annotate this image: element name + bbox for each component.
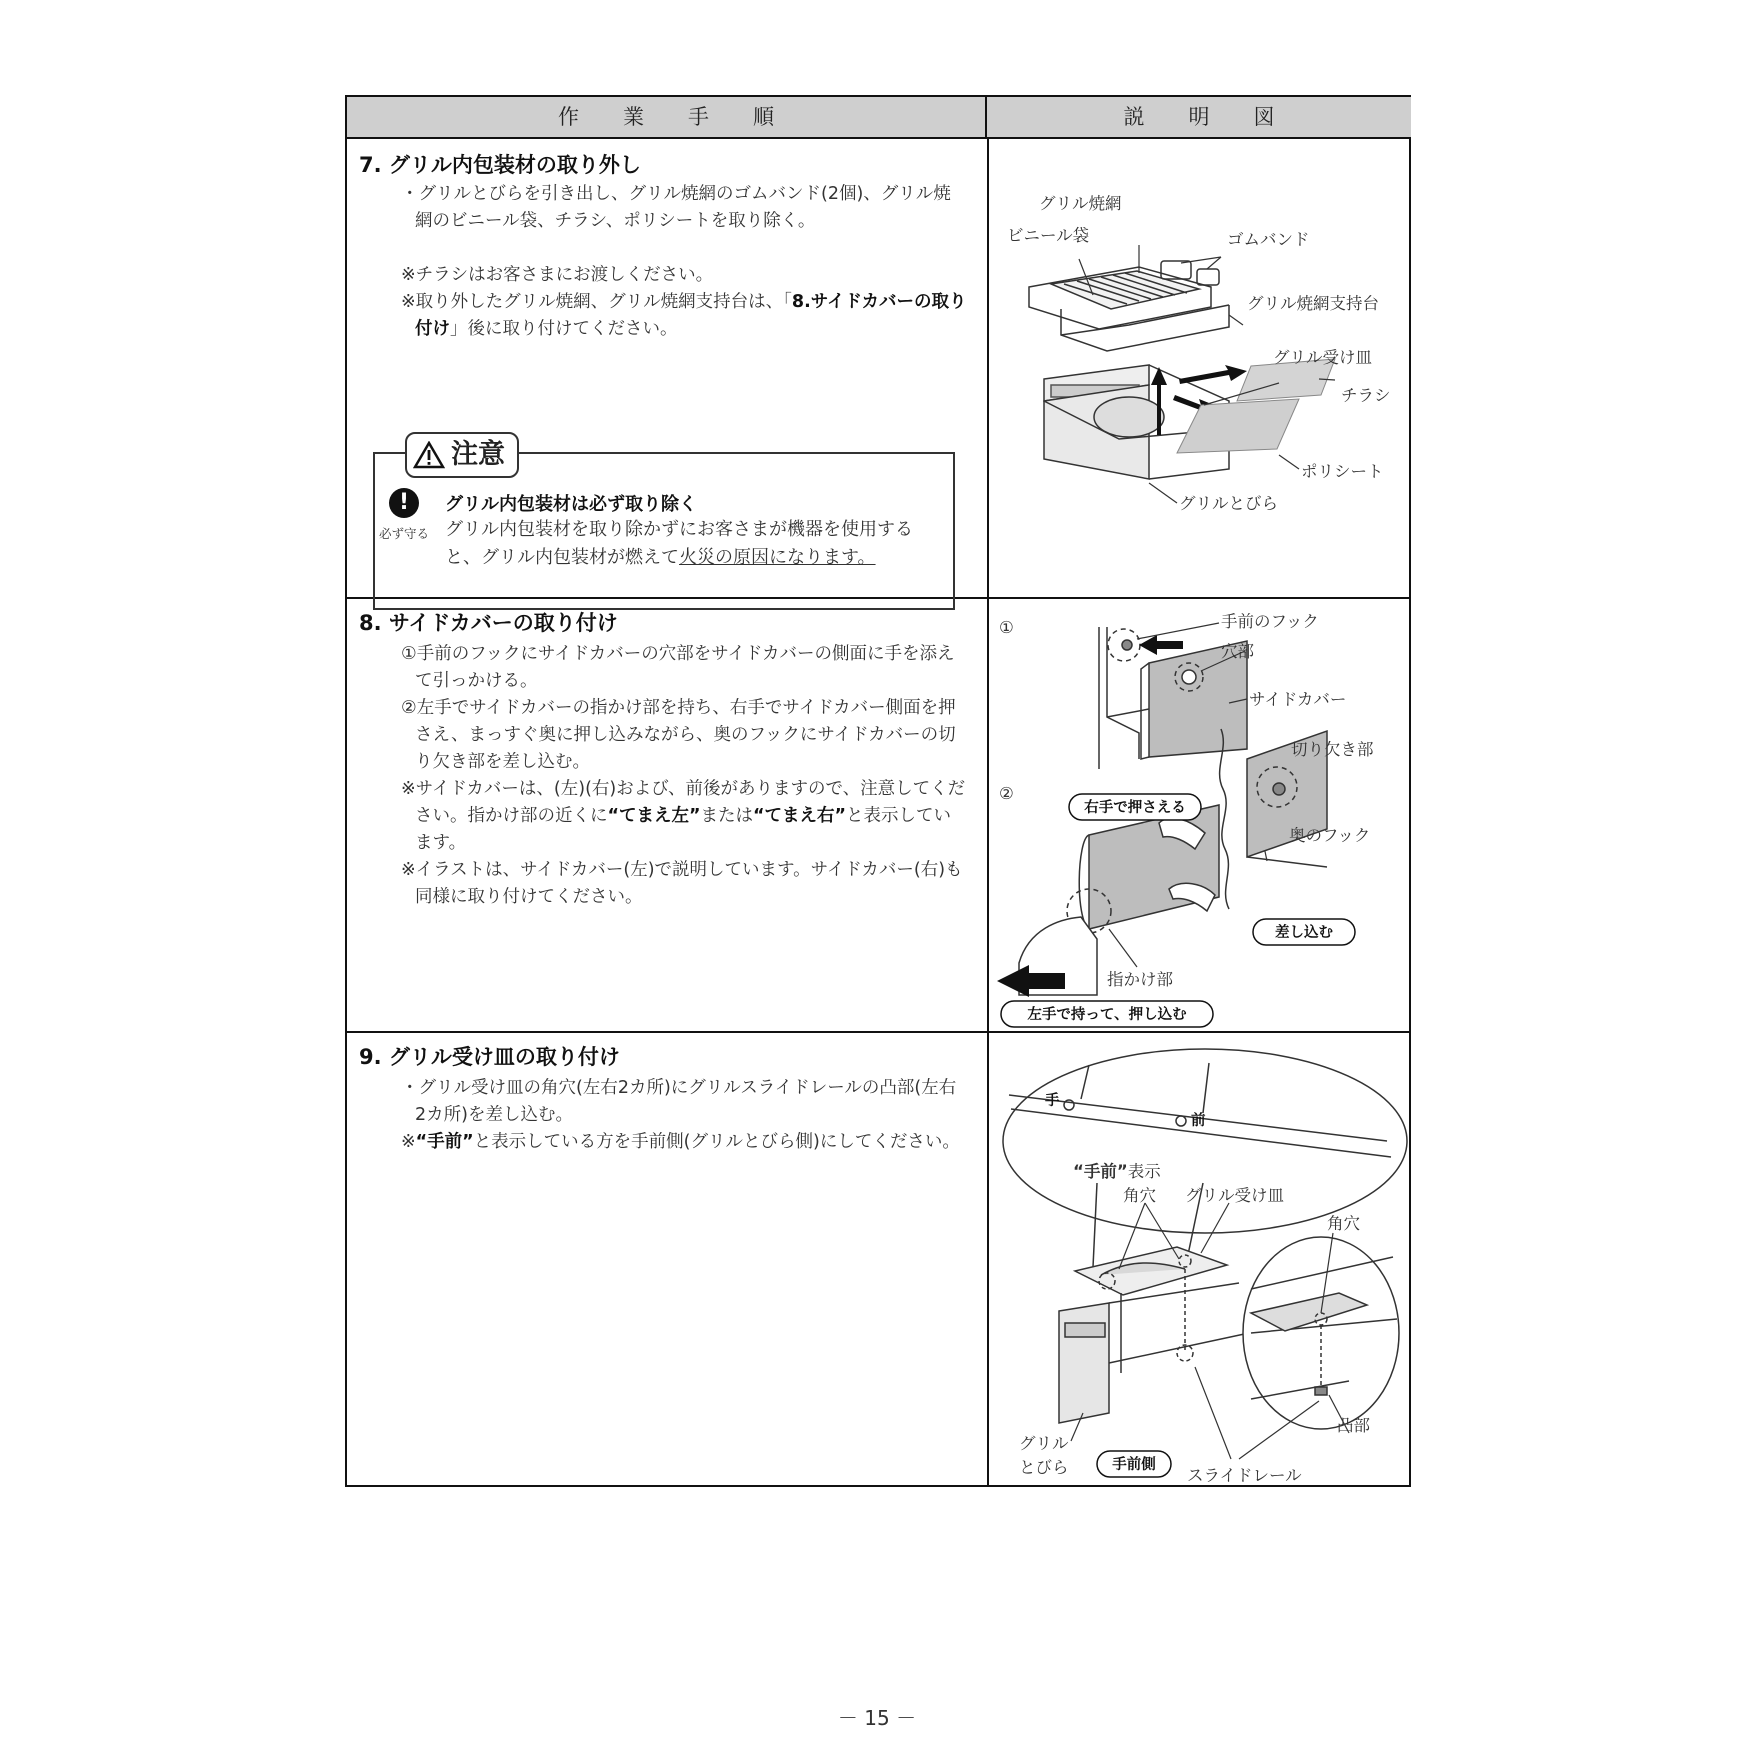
label-rubber-band: ゴムバンド bbox=[1227, 230, 1310, 249]
label-grill-door: グリルとびら bbox=[1179, 494, 1278, 513]
section-7 bbox=[347, 139, 987, 597]
mark-te: 手 bbox=[1045, 1093, 1060, 1109]
label-finger-grip: 指かけ部 bbox=[1107, 970, 1173, 989]
front-mark-suffix: 表示 bbox=[1127, 1162, 1161, 1181]
caution-title-text: 注意 bbox=[451, 439, 505, 470]
label-boss: 凸部 bbox=[1337, 1416, 1370, 1435]
caution-title bbox=[405, 432, 519, 478]
label-grill: グリル bbox=[1019, 1434, 1069, 1453]
note-text: ※サイドカバーは、(左)(右)および、前後がありますので、注意してください。指かけ部の近くに bbox=[401, 779, 966, 826]
note-text: と表示しています。 bbox=[415, 806, 952, 853]
caution-body bbox=[445, 516, 935, 572]
section-8-step-1: ①手前のフックにサイドカバーの穴部をサイドカバーの側面に手を添えて引っかける。 bbox=[401, 644, 955, 691]
header-char: 明 bbox=[1188, 105, 1210, 129]
section-8-note-orientation bbox=[401, 776, 967, 857]
note-bold-mark: “てまえ左” bbox=[607, 806, 701, 826]
label-step-1: ① bbox=[999, 618, 1014, 637]
figure-8-drawing bbox=[989, 599, 1409, 1031]
zoom-detail-illustration bbox=[1003, 1049, 1407, 1233]
label-slide-rail: スライドレール bbox=[1187, 1466, 1302, 1485]
label-hole: 穴部 bbox=[1221, 642, 1254, 661]
figure-8 bbox=[989, 599, 1409, 1031]
note-text: と表示している方を手前側(グリルとびら側)にしてください。 bbox=[473, 1132, 960, 1152]
header-char: 説 bbox=[1123, 105, 1145, 129]
header-illustration bbox=[987, 97, 1411, 139]
header-char: 図 bbox=[1253, 105, 1275, 129]
figure-7-drawing bbox=[989, 139, 1409, 597]
section-7-note-reinstall bbox=[401, 289, 967, 343]
grill-net-illustration bbox=[1029, 261, 1229, 351]
label-insert: 差し込む bbox=[1275, 925, 1333, 941]
warning-icon bbox=[413, 441, 445, 469]
section-7-step: ・グリルとびらを引き出し、グリル焼網のゴムバンド(2個)、グリル焼網のビニール袋、チラシ、ポリシートを取り除く。 bbox=[401, 184, 951, 231]
note-text: ※ bbox=[401, 1132, 416, 1152]
label-drip-tray: グリル受け皿 bbox=[1273, 348, 1372, 367]
mandatory-icon: ! bbox=[389, 488, 419, 518]
label-press-right: 右手で押さえる bbox=[1084, 800, 1186, 816]
page-number: － 15 － bbox=[837, 1706, 917, 1730]
label-square-hole-detail: 角穴 bbox=[1327, 1214, 1360, 1233]
label-poly-sheet: ポリシート bbox=[1301, 462, 1384, 481]
label-notch: 切り欠き部 bbox=[1291, 740, 1374, 759]
label-front-side: 手前側 bbox=[1112, 1457, 1156, 1473]
caution-text: グリル内包装材を取り除かずにお客さまが機器を使用すると、グリル内包装材が燃えて bbox=[445, 519, 913, 568]
label-net-support: グリル焼網支持台 bbox=[1247, 294, 1379, 313]
section-9-note bbox=[401, 1129, 967, 1156]
manual-table bbox=[345, 95, 1411, 1487]
note-text: ※取り外したグリル焼網、グリル焼網支持台は、「 bbox=[401, 292, 792, 312]
caution-underlined-text: 火災の原因になります。 bbox=[679, 547, 876, 568]
label-grill-net: グリル焼網 bbox=[1039, 194, 1122, 213]
label-step-2: ② bbox=[999, 784, 1014, 803]
figure-9 bbox=[989, 1033, 1409, 1487]
mark-mae: 前 bbox=[1191, 1113, 1206, 1129]
label-side-cover: サイドカバー bbox=[1249, 690, 1347, 709]
note-text: 」後に取り付けてください。 bbox=[450, 319, 678, 339]
label-square-hole: 角穴 bbox=[1123, 1186, 1156, 1205]
push-arrow-icon bbox=[1139, 635, 1183, 655]
section-8-step-2: ②左手でサイドカバーの指かけ部を持ち、右手でサイドカバー側面を押さえ、まっすぐ奥に押し込みながら、奥のフックにサイドカバーの切り欠き部を差し込む。 bbox=[401, 698, 956, 772]
caution-heading: グリル内包装材は必ず取り除く bbox=[445, 494, 697, 515]
note-text: または bbox=[700, 806, 754, 826]
section-7-title: 7. グリル内包装材の取り外し bbox=[359, 153, 641, 177]
header-char: 業 bbox=[623, 105, 644, 129]
note-bold-mark: “てまえ右” bbox=[753, 806, 847, 826]
section-8-note-illustration: ※イラストは、サイドカバー(左)で説明しています。サイドカバー(右)も同様に取り付けてください。 bbox=[401, 860, 963, 907]
note-bold-ref: 8.サイドカバーの取り付け bbox=[415, 292, 967, 339]
note-bold-mark: “手前” bbox=[415, 1132, 474, 1152]
section-8 bbox=[347, 599, 987, 1031]
figure-7 bbox=[989, 139, 1409, 597]
label-flyer: チラシ bbox=[1341, 386, 1391, 405]
label-front-mark bbox=[1073, 1161, 1161, 1181]
section-7-note-flyer: ※チラシはお客さまにお渡しください。 bbox=[401, 265, 714, 285]
label-back-hook: 奥のフック bbox=[1289, 826, 1371, 845]
header-char: 作 bbox=[558, 105, 579, 129]
caution-box bbox=[373, 439, 955, 610]
header-char: 手 bbox=[688, 105, 709, 129]
label-front-hook: 手前のフック bbox=[1221, 612, 1319, 631]
label-door: とびら bbox=[1019, 1458, 1069, 1477]
step-2-illustration bbox=[1019, 729, 1327, 995]
section-9 bbox=[347, 1033, 987, 1487]
header-procedure bbox=[347, 97, 987, 139]
front-mark-text: “手前” bbox=[1073, 1162, 1128, 1181]
mandatory-label: 必ず守る bbox=[379, 526, 430, 541]
header-char: 順 bbox=[753, 105, 774, 129]
label-vinyl-bag: ビニール袋 bbox=[1007, 226, 1090, 245]
section-9-step: ・グリル受け皿の角穴(左右2カ所)にグリルスライドレールの凸部(左右2カ所)を差し込む。 bbox=[401, 1078, 957, 1125]
label-hold-left: 左手で持って、押し込む bbox=[1027, 1007, 1187, 1023]
label-drip-tray: グリル受け皿 bbox=[1185, 1186, 1284, 1205]
figure-9-drawing bbox=[989, 1033, 1409, 1487]
section-9-title: 9. グリル受け皿の取り付け bbox=[359, 1045, 620, 1069]
section-8-title: 8. サイドカバーの取り付け bbox=[359, 611, 618, 635]
